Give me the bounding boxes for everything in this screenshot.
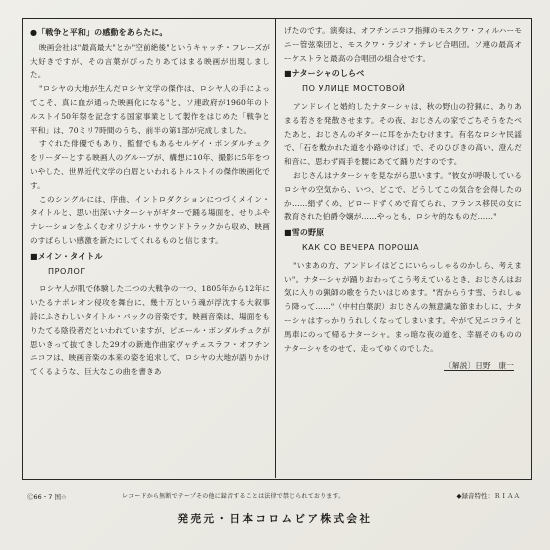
- section-heading-snow-field: ■雪の野原: [284, 228, 325, 238]
- section-russian-subtitle: ПРОЛОГ: [48, 266, 86, 276]
- continued-paragraph: げたのです。演奏は、オフチンニコフ指揮のモスクワ・フィルハーモニー管弦楽団と、モスクワ・ラジオ・テレビ合唱団。ソ連の最高オーケストラと最高の合唱団の組合せです。: [284, 26, 522, 63]
- intro-paragraph: 映画会社は"最高最大"とか"空前絶後"というキャッチ・フレーズが大好きですが、その言葉がぴったりあてはまる映画が出現しました。: [30, 42, 270, 80]
- column-divider: [275, 18, 276, 478]
- credit-text: 〔解説〕日野 康一: [444, 361, 514, 371]
- section-paragraph: アンドレイと婚約したナターシャは、秋の野山の狩猟に、ありあまる若さを発散させます。その夜、おじさんの家でごちそうをたべたあと、おじさんのギターに耳をかたむけます。有名なロシヤ民謡で、「石を敷かれた道を小路ゆけば」で、そのひびきの高い、澄んだ和音に、思わず両手を腰にあてて踊りだすのです。: [284, 101, 522, 167]
- recording-characteristic: ◆録音特性：ＲＩＡＡ: [456, 492, 520, 500]
- intro-paragraph: このシングルには、序曲、イントロダクションにつづくメイン・タイトルと、思い出深いナターシャがギターで踊る場面を、せりふやナレーションをふくむオリジナル・サウンドトラックから収め、映画のすばらしい感激を新たにしてくれるものと信じます。: [30, 194, 270, 245]
- left-column: [30, 24, 270, 379]
- section-russian-subtitle: ПО УЛИЦЕ МОСТОВОЙ: [302, 84, 406, 94]
- commentary-credit: [284, 359, 522, 373]
- copyright-notice: レコードから無断でテープその他に録音することは法律で禁じられております。: [122, 493, 345, 500]
- section-paragraph: おじさんはナターシャを見ながら思います。"彼女が呼吸しているロシヤの空気から、いつ、どこで、どうしてこの気合を会得したのか……絹ずくめ、ビロードずくめで育てられ、フランス移民の女に教育された伯爵令嬢が……やっとも、ロシヤ的なものだ……": [284, 170, 522, 222]
- section-paragraph: "いまあの方、アンドレイはどこにいらっしゃるのかしら、考えまい"。ナターシャが踊りおわってこう考えているとき、おじさんはお気に入りの猟師の歌をうたいはじめます。"宵からうす雪、うれしゅう降って……"（中村白葉訳）おじさんの無意識な節まわしに、ナターシャはすっかりうれしくなってしまいます。やがて兄ニコライと馬車にのって帰るナターシャ。まっ暗な夜の道を、幸福そのもののナターシャをのせて、走ってゆくのでした。: [284, 260, 522, 353]
- publisher-name: 発売元・日本コロムビア株式会社: [177, 513, 373, 525]
- section-heading-natasha: ■ナターシャのしらべ: [284, 69, 365, 79]
- section-russian-subtitle: КАК СО ВЕЧЕРА ПОРОША: [302, 242, 420, 252]
- section-paragraph: ロシヤ人が肌で体験した二つの大戦争の一つ、1805年から12年にいたるナポレオン侵攻を舞台に、幾十万という魂が浮沈する大叙事詩にふさわしいタイトル・バックの音楽です。映画音楽は、場面をもりたてる陰役者だといわれていますが、ピエール・ボンダルチュクが思いきって抜てきした29才の新進作曲家ヴャチェスラフ・オフチンニコフは、映画音楽の本来の姿を追求して、ロシヤの大地が語りかけてくるような、巨大なこの曲を書きあ: [30, 284, 270, 377]
- catalog-code: Ⓒ66・7 国☆: [27, 493, 67, 501]
- intro-heading: ●「戦争と平和」の感動をあらたに。: [30, 28, 168, 37]
- intro-paragraph: すぐれた俳優でもあり、監督でもあるセルゲイ・ボンダルチュクをリーダーとする映画人のグループが、構想に10年、撮影に5年をついやした、世界近代文学の白眉といわれるトルストイの傑作映画化です。: [30, 139, 270, 190]
- section-heading-main-title: ■メイン・タイトル: [30, 251, 103, 261]
- intro-paragraph: "ロシヤの大地が生んだロシヤ文学の傑作は、ロシヤ人の手によってこそ、真に血が通った映画化になる"と、ソ連政府が1960年のトルストイ50年祭を記念する国家事業として製作をはじめた「戦争と平和」は、70ミリ7時間のうち、前半の第1部が完成しました。: [30, 84, 270, 135]
- right-column: [284, 24, 522, 373]
